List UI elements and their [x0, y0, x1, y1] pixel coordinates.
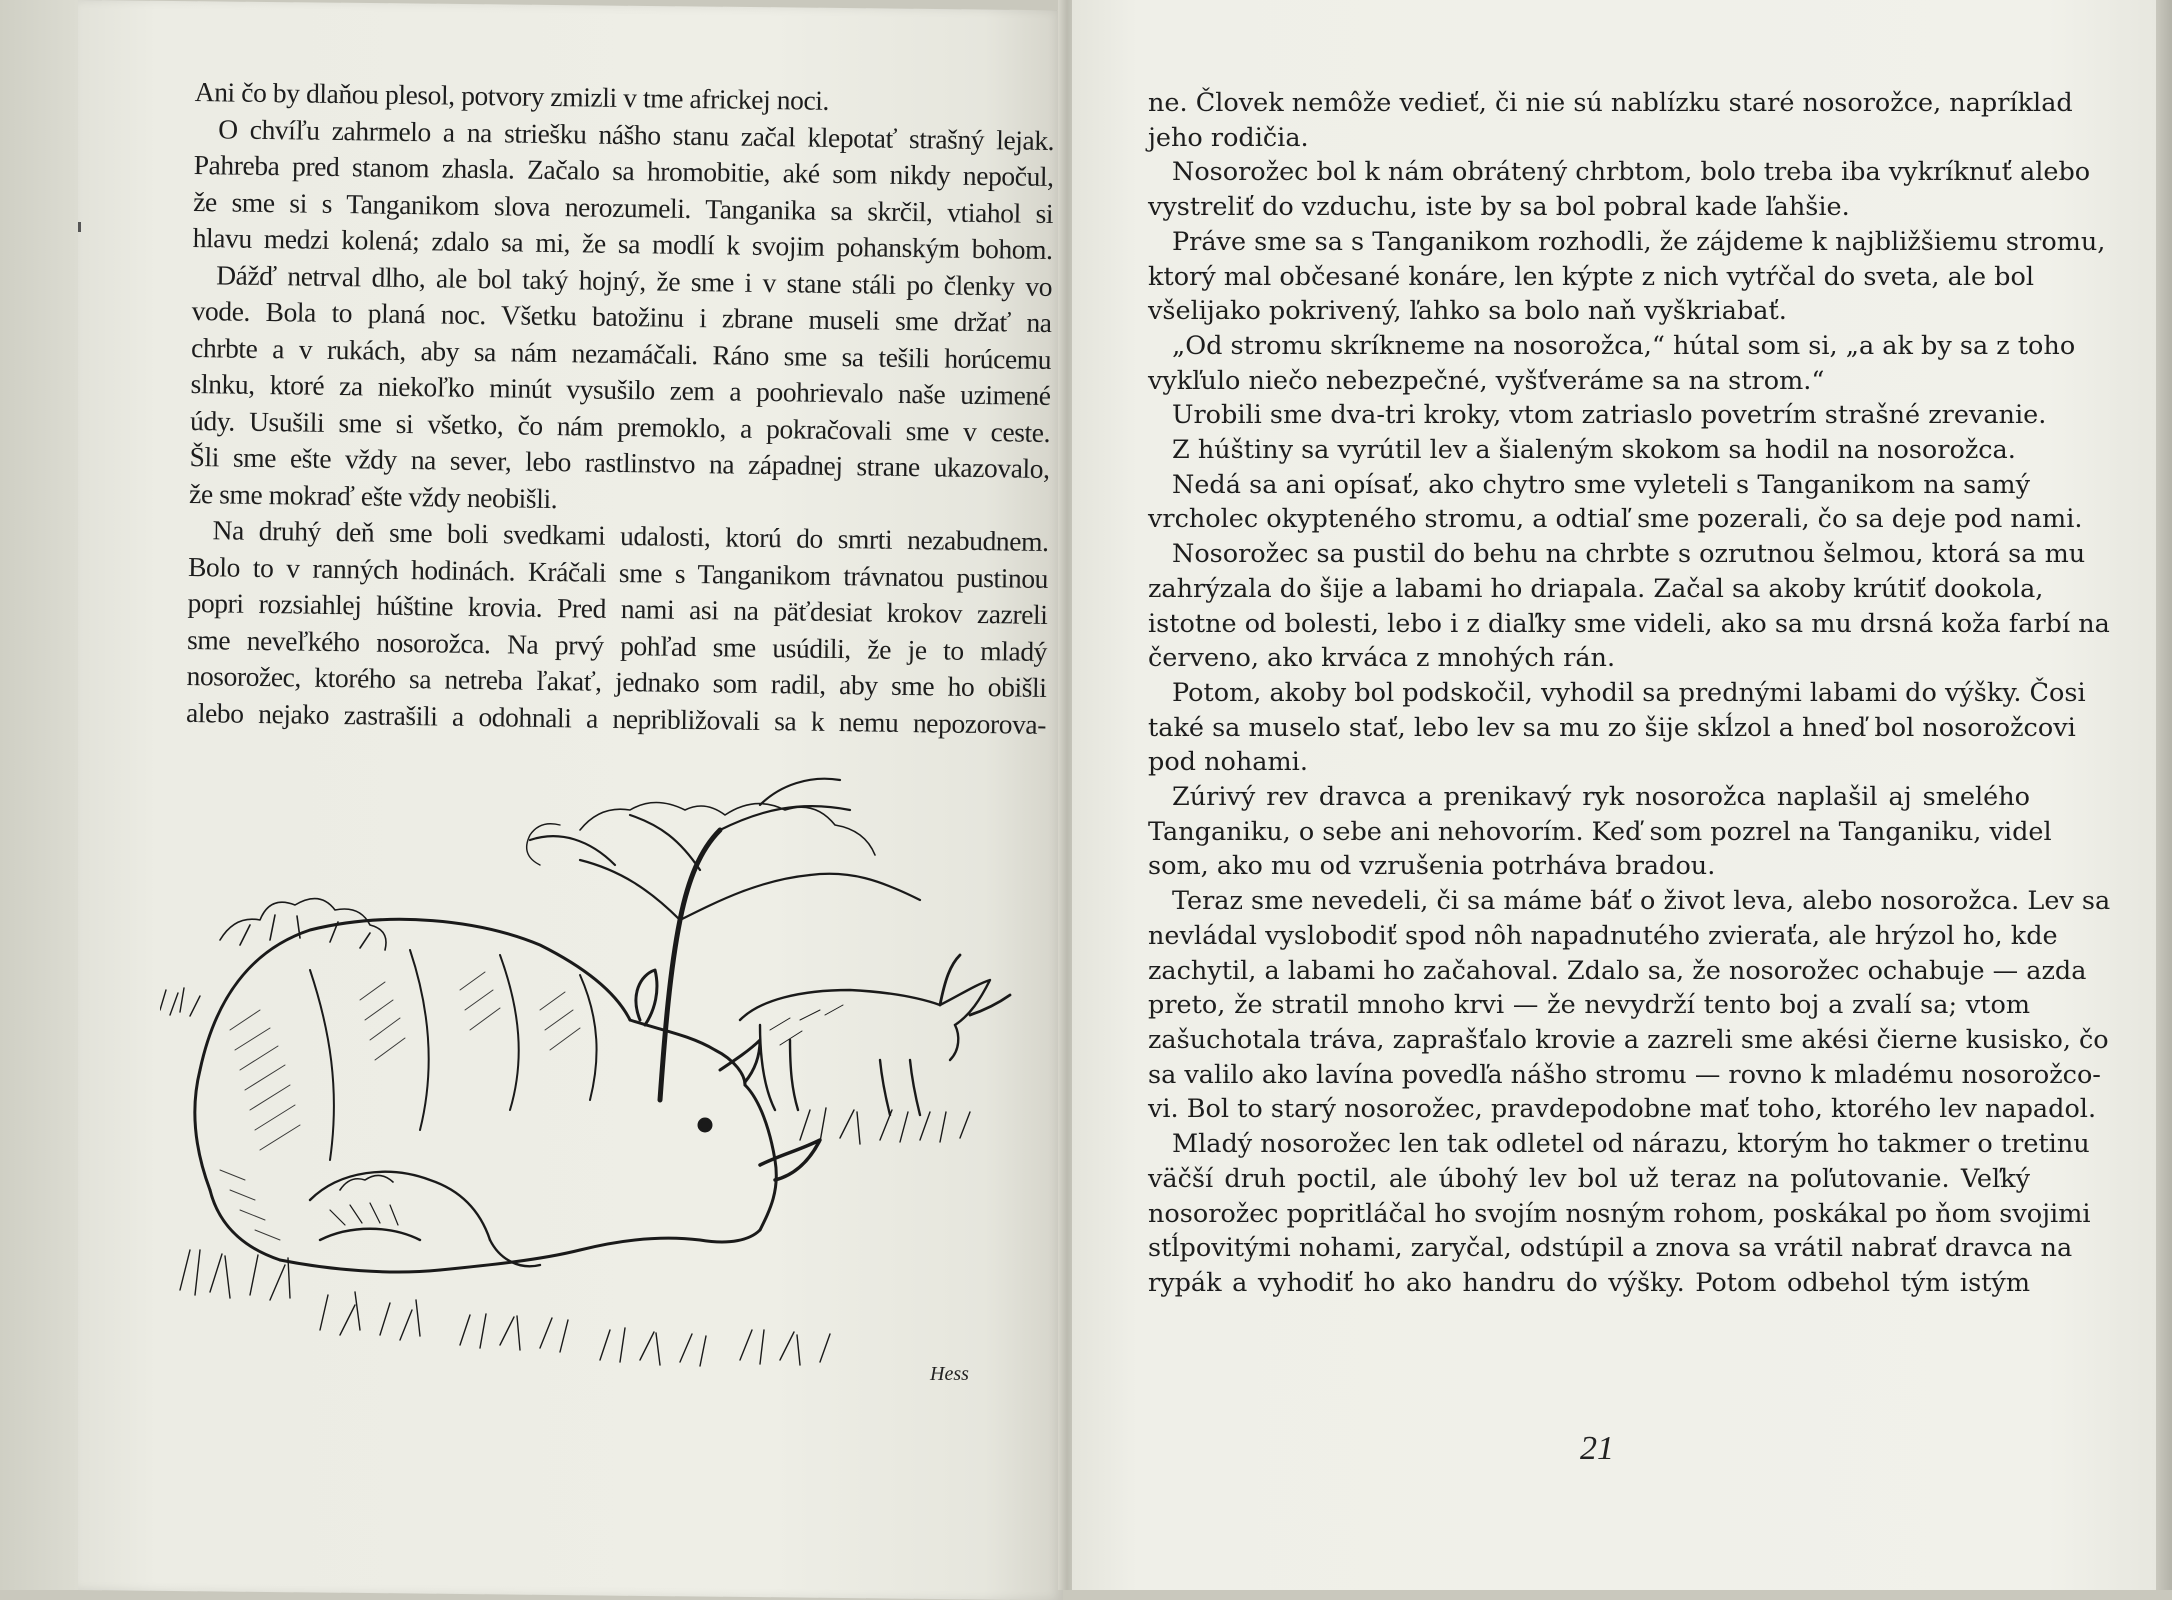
text-line: že sme mokraď ešte vždy neobišli.: [188, 477, 558, 514]
text-line: Tanganiku, o sebe ani nehovorím. Keď som pozrel na Tanganiku, videl: [1148, 816, 2052, 847]
rhino-lion-illustration: [160, 770, 1040, 1410]
text-line: vi. Bol to starý nosorožec, pravdepodobne mať toho, ktorého lev napadol.: [1148, 1094, 2097, 1125]
text-line: ktorý mal občesané konáre, len kýpte z nich vytŕčal do sveta, ale bol: [1148, 261, 2035, 292]
text-line: väčší druh poctil, ale úbohý lev bol už teraz na poľutovanie. Veľký: [1148, 1163, 2030, 1194]
text-line: nevládal vyslobodiť spod nôh napadnutého zvieraťa, ale hrýzol ho, kde: [1148, 920, 2058, 951]
text-line: slnku, ktoré za niekoľko minút vysušilo zem a poohrievalo naše uzimené: [190, 367, 1051, 411]
left-page-text: [186, 74, 1055, 743]
text-line: vode. Bola to planá noc. Všetku batožinu i zbrane museli sme držať na: [191, 294, 1052, 338]
shading-hatching: [220, 972, 580, 1240]
text-line: nosorožec popritláčal ho svojím nosným rohom, poskákal po ňom svojimi: [1148, 1198, 2091, 1229]
acacia-tree: [527, 779, 920, 1100]
right-book-edge: [2156, 0, 2172, 1590]
text-line: všelijako pokrivený, ľahko sa bolo naň vyškriabať.: [1148, 296, 1787, 327]
text-line: Práve sme sa s Tanganikom rozhodli, že zájdeme k najbližšiemu stromu,: [1172, 226, 2106, 257]
text-line: Nedá sa ani opísať, ako chytro sme vyleteli s Tanganikom na samý: [1172, 469, 2030, 500]
text-line: vykľulo niečo nebezpečné, vyšťveráme sa na strom.“: [1148, 365, 1825, 396]
text-line: Z húštiny sa vyrútil lev a šialeným skokom sa hodil na nosorožca.: [1172, 435, 2016, 466]
text-line: Zúrivý rev dravca a prenikavý ryk nosorožca naplašil aj smelého: [1172, 782, 2030, 813]
text-line: chrbte a v rukách, aby sa nám nezamáčali. Ráno sme sa tešili horúcemu: [190, 331, 1052, 375]
text-line: stĺpovitými nohami, zaryčal, odstúpil a znova sa vrátil nabrať dravca na: [1148, 1233, 2073, 1264]
text-line: sme neveľkého nosorožca. Na prvý pohľad sme usúdili, že je to mladý: [186, 623, 1048, 667]
text-line: alebo nejako zastrašili a odohnali a nepribližovali sa k nemu nepozorova-: [185, 696, 1047, 740]
text-line: nosorožec, ktorého sa netreba ľakať, jednako som radil, aby sme ho obišli: [186, 659, 1047, 703]
text-line: Urobili sme dva-tri kroky, vtom zatriaslo povetrím strašné zrevanie.: [1172, 400, 2047, 431]
text-line: O chvíľu zahrmelo a na striešku nášho stanu začal klepotať strašný lejak.: [218, 112, 1055, 156]
left-book-edge: [0, 0, 78, 1590]
text-line: vystreliť do vzduchu, iste by sa bol pobral kade ľahšie.: [1148, 192, 1850, 223]
bush: [220, 899, 386, 950]
margin-mark: [78, 222, 81, 232]
text-line: pod nohami.: [1148, 747, 1308, 778]
text-line: Šli sme ešte vždy na sever, lebo rastlinstvo na západnej strane ukazovalo,: [189, 440, 1050, 484]
text-line: červeno, ako krváca z mnohých rán.: [1148, 643, 1616, 674]
illustrator-signature: Hess: [930, 1363, 969, 1385]
page-number: 21: [1580, 1430, 1614, 1467]
text-line: vrcholec okypteného stromu, a odtiaľ sme pozerali, čo sa deje pod nami.: [1148, 504, 2083, 535]
text-line: popri rozsiahlej húštine krovia. Pred nami asi na päťdesiat krokov zazreli: [187, 586, 1048, 630]
text-line: Ani čo by dlaňou plesol, potvory zmizli v tme africkej noci.: [194, 75, 830, 116]
grass: [160, 988, 970, 1366]
text-line: ne. Človek nemôže vedieť, či nie sú nablízku staré nosorožce, napríklad: [1148, 88, 2073, 118]
right-page-text: [1148, 86, 2111, 1301]
text-line: Nosorožec bol k nám obrátený chrbtom, bolo treba iba vykríknuť alebo: [1172, 157, 2091, 188]
text-line: istotne od bolesti, lebo i z diaľky sme videli, ako sa mu drsná koža farbí na: [1148, 608, 2110, 639]
text-line: Dážď netrval dlho, ale bol taký hojný, že sme i v stane stáli po členky vo: [215, 258, 1053, 302]
text-line: Na druhý deň sme boli svedkami udalosti, ktorú do smrti nezabudnem.: [212, 514, 1049, 557]
text-line: „Od stromu skríkneme na nosorožca,“ hútal som si, „a ak by sa z toho: [1172, 330, 2076, 361]
text-line: zachytil, a labami ho začahoval. Zdalo sa, že nosorožec ochabuje — azda: [1148, 955, 2087, 986]
text-line: Mladý nosorožec len tak odletel od nárazu, ktorým ho takmer o tretinu: [1172, 1129, 2090, 1160]
text-line: Pahreba pred stanom zhasla. Začalo sa hromobitie, aké som nikdy nepočul,: [193, 148, 1054, 192]
text-line: Nosorožec sa pustil do behu na chrbte s ozrutnou šelmou, ktorá sa mu: [1172, 539, 2086, 570]
big-rhino: [195, 919, 820, 1272]
text-line: také sa muselo stať, lebo lev sa mu zo šije skĺzol a hneď bol nosorožcovi: [1148, 712, 2076, 743]
text-line: rypák a vyhodiť ho ako handru do výšky. Potom odbehol tým istým: [1148, 1267, 2030, 1298]
text-line: hlavu medzi kolená; zdalo sa mi, že sa modlí k svojim pohanským bohom.: [192, 221, 1053, 265]
text-line: sa valilo ako lavína povedľa nášho stromu — rovno k mladému nosorožco-: [1148, 1059, 2101, 1090]
small-rhino: [740, 955, 1010, 1115]
lion: [310, 1172, 540, 1266]
text-line: Bolo to v ranných hodinách. Kráčali sme s Tanganikom trávnatou pustinou: [187, 550, 1049, 594]
text-line: Potom, akoby bol podskočil, vyhodil sa prednými labami do výšky. Čosi: [1172, 677, 2086, 708]
text-line: údy. Usušili sme si všetko, čo nám premoklo, a pokračovali sme v ceste.: [189, 404, 1051, 448]
text-line: preto, že stratil mnoho krvi — že nevydrží tento boj a zvalí sa; vtom: [1148, 990, 2030, 1021]
text-line: Teraz sme nevedeli, či sa máme báť o život leva, alebo nosorožca. Lev sa: [1172, 886, 2111, 917]
text-line: zašuchotala tráva, zaprašťalo krovie a zazreli sme akési čierne kusisko, čo: [1148, 1024, 2109, 1055]
text-line: jeho rodičia.: [1148, 122, 1309, 153]
text-line: zahrýzala do šije a labami ho driapala. Začal sa akoby krútiť dookola,: [1148, 573, 2044, 604]
text-line: že sme si s Tanganikom slova nerozumeli. Tanganika sa skrčil, vtiahol si: [193, 185, 1054, 229]
text-line: som, ako mu od vzrušenia potrháva bradou.: [1148, 851, 1716, 882]
